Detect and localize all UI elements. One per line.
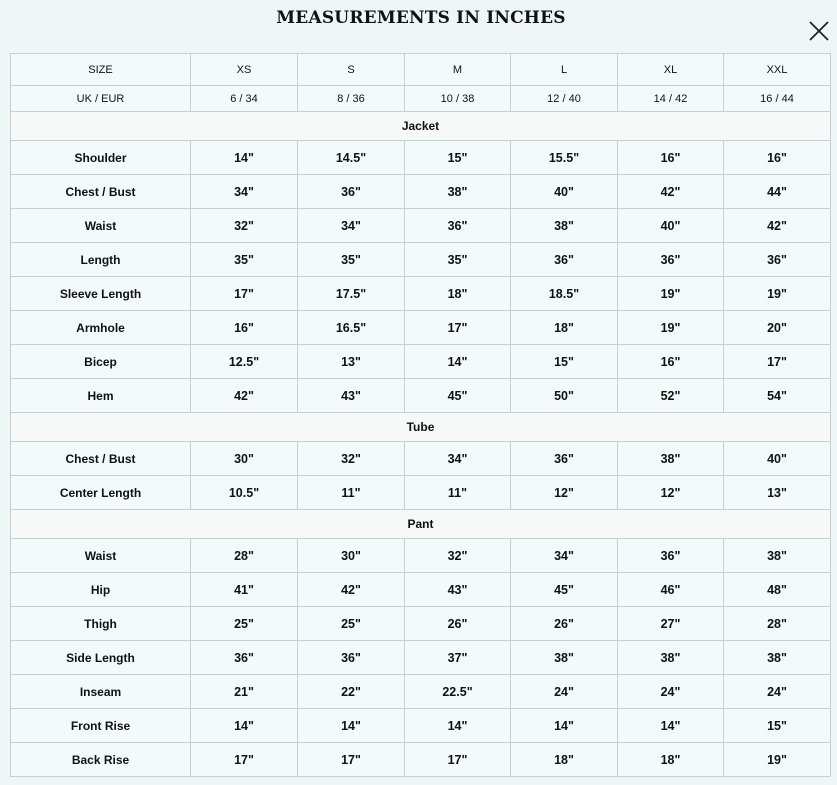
measurement-value: 13" xyxy=(724,476,831,510)
measurement-value: 18" xyxy=(618,743,724,777)
measurement-value: 48" xyxy=(724,573,831,607)
measurement-row-jacket-sleeve-length xyxy=(11,277,831,311)
measurement-value: 12" xyxy=(618,476,724,510)
measurement-label: Inseam xyxy=(11,675,191,709)
uk-eur-label: UK / EUR xyxy=(11,86,191,112)
measurement-value: 19" xyxy=(724,743,831,777)
measurement-label: Armhole xyxy=(11,311,191,345)
measurement-value: 41" xyxy=(191,573,298,607)
measurement-value: 18.5" xyxy=(511,277,618,311)
measurement-row-pant-hip xyxy=(11,573,831,607)
size-header-cell: L xyxy=(511,54,618,86)
measurement-value: 38" xyxy=(405,175,511,209)
measurement-value: 14" xyxy=(618,709,724,743)
measurement-value: 30" xyxy=(191,442,298,476)
measurement-row-jacket-shoulder xyxy=(11,141,831,175)
measurement-value: 14" xyxy=(405,709,511,743)
measurement-value: 24" xyxy=(618,675,724,709)
measurement-value: 15" xyxy=(511,345,618,379)
measurement-row-jacket-bicep xyxy=(11,345,831,379)
measurement-row-pant-inseam xyxy=(11,675,831,709)
measurement-value: 16" xyxy=(618,141,724,175)
measurement-value: 54" xyxy=(724,379,831,413)
measurement-value: 38" xyxy=(618,641,724,675)
measurement-value: 28" xyxy=(724,607,831,641)
measurement-value: 36" xyxy=(298,641,405,675)
size-header-label: SIZE xyxy=(11,54,191,86)
measurement-value: 14" xyxy=(191,141,298,175)
measurement-value: 42" xyxy=(298,573,405,607)
measurement-row-tube-center-length xyxy=(11,476,831,510)
measurement-value: 40" xyxy=(724,442,831,476)
uk-eur-row xyxy=(11,86,831,112)
uk-eur-cell: 8 / 36 xyxy=(298,86,405,112)
size-header-row xyxy=(11,54,831,86)
measurement-value: 34" xyxy=(298,209,405,243)
close-icon xyxy=(807,19,831,43)
measurement-value: 22" xyxy=(298,675,405,709)
measurement-value: 15.5" xyxy=(511,141,618,175)
measurement-value: 26" xyxy=(511,607,618,641)
measurement-value: 50" xyxy=(511,379,618,413)
measurement-value: 40" xyxy=(618,209,724,243)
section-title: Pant xyxy=(11,510,831,539)
measurement-value: 52" xyxy=(618,379,724,413)
measurement-value: 12.5" xyxy=(191,345,298,379)
uk-eur-cell: 14 / 42 xyxy=(618,86,724,112)
measurement-row-pant-front-rise xyxy=(11,709,831,743)
measurement-value: 15" xyxy=(724,709,831,743)
measurement-value: 16" xyxy=(191,311,298,345)
measurement-value: 36" xyxy=(405,209,511,243)
measurement-row-jacket-armhole xyxy=(11,311,831,345)
measurement-row-jacket-waist xyxy=(11,209,831,243)
measurement-value: 16.5" xyxy=(298,311,405,345)
measurement-value: 18" xyxy=(405,277,511,311)
measurement-row-pant-thigh xyxy=(11,607,831,641)
measurement-label: Length xyxy=(11,243,191,277)
measurement-value: 37" xyxy=(405,641,511,675)
section-header-jacket xyxy=(11,112,831,141)
measurement-value: 36" xyxy=(298,175,405,209)
measurement-row-jacket-chest-bust xyxy=(11,175,831,209)
size-header-cell: XL xyxy=(618,54,724,86)
measurement-value: 38" xyxy=(724,539,831,573)
measurement-value: 15" xyxy=(405,141,511,175)
measurement-value: 24" xyxy=(724,675,831,709)
measurement-value: 11" xyxy=(298,476,405,510)
measurement-value: 44" xyxy=(724,175,831,209)
measurement-value: 19" xyxy=(724,277,831,311)
measurement-value: 42" xyxy=(618,175,724,209)
measurement-value: 27" xyxy=(618,607,724,641)
measurement-value: 38" xyxy=(511,641,618,675)
measurement-value: 34" xyxy=(191,175,298,209)
measurement-value: 17" xyxy=(191,277,298,311)
measurement-value: 11" xyxy=(405,476,511,510)
measurement-label: Waist xyxy=(11,209,191,243)
measurement-value: 32" xyxy=(298,442,405,476)
measurement-value: 17" xyxy=(405,311,511,345)
measurement-value: 17" xyxy=(191,743,298,777)
measurement-value: 32" xyxy=(191,209,298,243)
measurement-value: 12" xyxy=(511,476,618,510)
measurement-value: 38" xyxy=(511,209,618,243)
measurement-value: 46" xyxy=(618,573,724,607)
measurement-value: 17" xyxy=(405,743,511,777)
uk-eur-cell: 6 / 34 xyxy=(191,86,298,112)
measurement-value: 18" xyxy=(511,311,618,345)
measurement-value: 17" xyxy=(298,743,405,777)
measurement-label: Back Rise xyxy=(11,743,191,777)
measurement-row-tube-chest-bust xyxy=(11,442,831,476)
measurement-label: Chest / Bust xyxy=(11,175,191,209)
measurement-row-pant-side-length xyxy=(11,641,831,675)
measurement-value: 24" xyxy=(511,675,618,709)
uk-eur-cell: 16 / 44 xyxy=(724,86,831,112)
measurement-value: 13" xyxy=(298,345,405,379)
measurement-value: 14" xyxy=(511,709,618,743)
uk-eur-cell: 10 / 38 xyxy=(405,86,511,112)
measurement-value: 30" xyxy=(298,539,405,573)
measurement-value: 28" xyxy=(191,539,298,573)
section-header-tube xyxy=(11,413,831,442)
measurement-value: 36" xyxy=(511,442,618,476)
measurement-label: Shoulder xyxy=(11,141,191,175)
measurement-value: 18" xyxy=(511,743,618,777)
measurement-label: Waist xyxy=(11,539,191,573)
measurement-value: 25" xyxy=(298,607,405,641)
uk-eur-cell: 12 / 40 xyxy=(511,86,618,112)
measurement-value: 34" xyxy=(511,539,618,573)
measurement-label: Side Length xyxy=(11,641,191,675)
measurement-row-pant-back-rise xyxy=(11,743,831,777)
measurement-row-jacket-length xyxy=(11,243,831,277)
measurement-label: Center Length xyxy=(11,476,191,510)
measurement-label: Hem xyxy=(11,379,191,413)
measurement-value: 42" xyxy=(191,379,298,413)
measurement-value: 17" xyxy=(724,345,831,379)
measurement-value: 35" xyxy=(405,243,511,277)
measurement-label: Bicep xyxy=(11,345,191,379)
measurement-value: 36" xyxy=(618,539,724,573)
measurement-value: 36" xyxy=(511,243,618,277)
measurement-value: 21" xyxy=(191,675,298,709)
measurement-value: 43" xyxy=(405,573,511,607)
measurement-value: 14" xyxy=(191,709,298,743)
measurement-label: Hip xyxy=(11,573,191,607)
measurement-value: 14.5" xyxy=(298,141,405,175)
measurement-value: 45" xyxy=(405,379,511,413)
measurement-value: 42" xyxy=(724,209,831,243)
measurement-value: 38" xyxy=(724,641,831,675)
measurement-value: 20" xyxy=(724,311,831,345)
measurement-value: 36" xyxy=(618,243,724,277)
measurement-value: 16" xyxy=(724,141,831,175)
measurement-value: 38" xyxy=(618,442,724,476)
size-header-cell: XS xyxy=(191,54,298,86)
measurement-label: Thigh xyxy=(11,607,191,641)
measurement-value: 14" xyxy=(405,345,511,379)
measurement-value: 32" xyxy=(405,539,511,573)
measurement-value: 36" xyxy=(724,243,831,277)
measurement-value: 35" xyxy=(298,243,405,277)
measurement-label: Chest / Bust xyxy=(11,442,191,476)
section-title: Jacket xyxy=(11,112,831,141)
size-header-cell: M xyxy=(405,54,511,86)
measurement-value: 22.5" xyxy=(405,675,511,709)
measurement-value: 10.5" xyxy=(191,476,298,510)
measurement-value: 25" xyxy=(191,607,298,641)
measurement-value: 26" xyxy=(405,607,511,641)
measurement-value: 14" xyxy=(298,709,405,743)
measurement-row-pant-waist xyxy=(11,539,831,573)
size-header-cell: S xyxy=(298,54,405,86)
measurement-row-jacket-hem xyxy=(11,379,831,413)
measurement-value: 19" xyxy=(618,277,724,311)
close-button[interactable] xyxy=(807,19,831,43)
measurement-value: 19" xyxy=(618,311,724,345)
measurement-value: 35" xyxy=(191,243,298,277)
measurement-value: 17.5" xyxy=(298,277,405,311)
measurement-value: 16" xyxy=(618,345,724,379)
size-header-cell: XXL xyxy=(724,54,831,86)
size-chart-table xyxy=(10,53,831,777)
measurement-label: Front Rise xyxy=(11,709,191,743)
modal-title: MEASUREMENTS IN INCHES xyxy=(276,8,566,28)
measurement-value: 34" xyxy=(405,442,511,476)
measurement-value: 43" xyxy=(298,379,405,413)
measurement-value: 36" xyxy=(191,641,298,675)
measurement-label: Sleeve Length xyxy=(11,277,191,311)
measurement-value: 45" xyxy=(511,573,618,607)
section-header-pant xyxy=(11,510,831,539)
section-title: Tube xyxy=(11,413,831,442)
measurement-value: 40" xyxy=(511,175,618,209)
